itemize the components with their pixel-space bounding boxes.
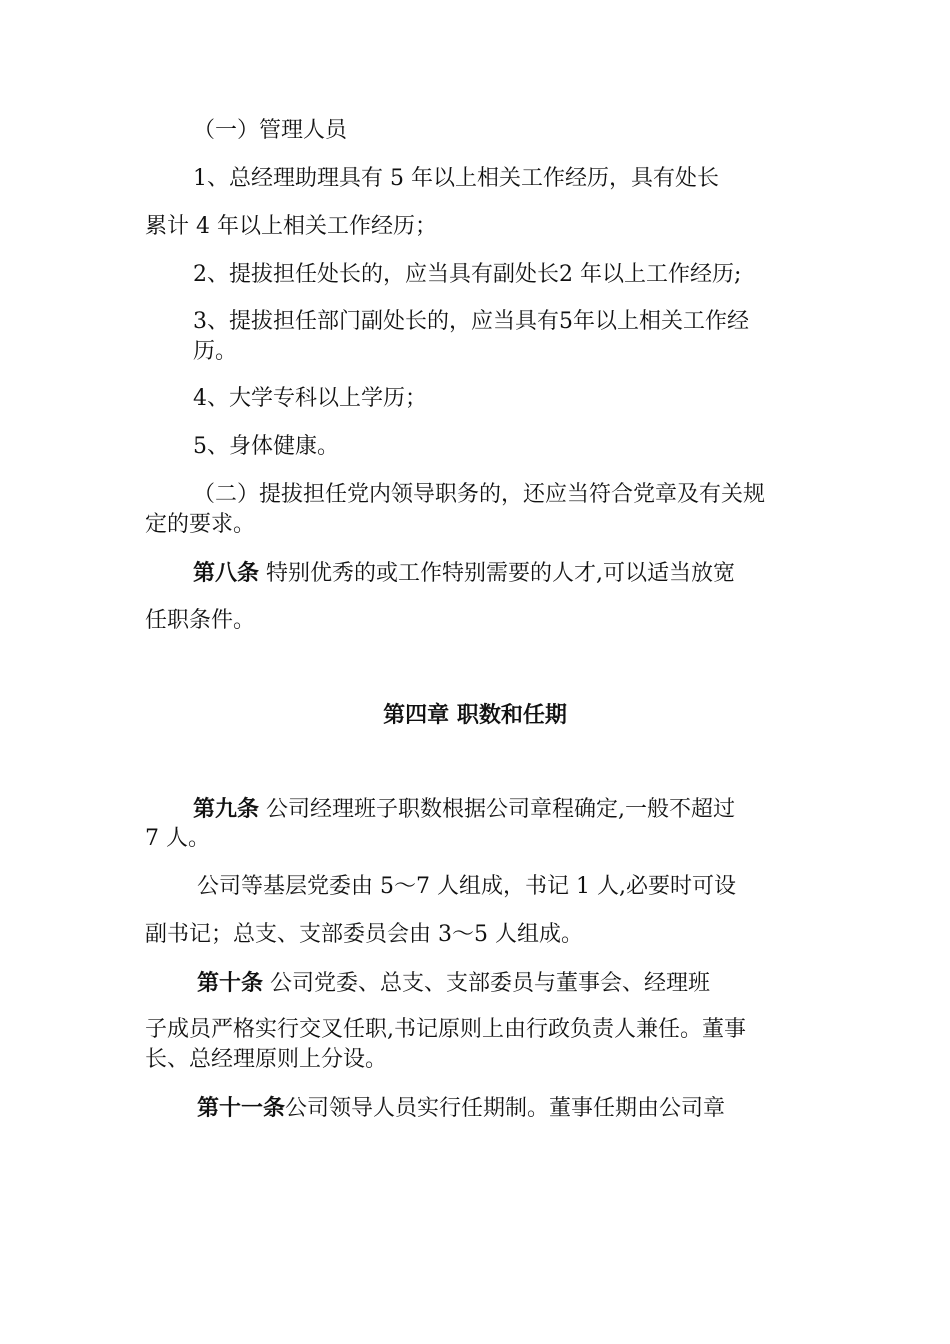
requirement-item-3-cont: 历。 [193, 339, 238, 364]
article-8 [193, 558, 735, 589]
subsection-party-leadership: （二）提拔担任党内领导职务的，还应当符合党章及有关规 [193, 482, 766, 507]
article-11 [197, 1093, 725, 1124]
requirement-item-2: 2、提拔担任处长的，应当具有副处长2 年以上工作经历; [193, 262, 742, 287]
article-10-cont-1: 子成员严格实行交叉任职,书记原则上由行政负责人兼任。董事 [145, 1017, 746, 1042]
requirement-item-4: 4、大学专科以上学历； [193, 386, 427, 411]
article-10-label: 第十条 [197, 970, 264, 996]
article-10 [197, 968, 710, 999]
article-9-cont: 7 人。 [145, 826, 210, 851]
subsection-heading-management: （一）管理人员 [193, 118, 348, 143]
chapter-4-title: 第四章 职数和任期 [383, 702, 567, 728]
article-8-cont: 任职条件。 [145, 608, 256, 633]
article-8-label: 第八条 [193, 560, 260, 586]
article-9-label: 第九条 [193, 796, 260, 822]
article-9 [193, 794, 735, 825]
article-10-cont-2: 长、总经理原则上分设。 [145, 1047, 388, 1072]
article-9-paragraph-2-cont: 副书记；总支、支部委员会由 3～5 人组成。 [145, 922, 583, 947]
requirement-item-1: 1、总经理助理具有 5 年以上相关工作经历，具有处长 [193, 166, 719, 191]
article-11-text: 公司领导人员实行任期制。董事任期由公司章 [285, 1096, 726, 1121]
subsection-party-leadership-cont: 定的要求。 [145, 512, 256, 537]
article-10-text: 公司党委、总支、支部委员与董事会、经理班 [270, 971, 711, 996]
requirement-item-5: 5、身体健康。 [193, 434, 339, 459]
article-9-paragraph-2: 公司等基层党委由 5～7 人组成，书记 1 人,必要时可设 [197, 874, 736, 899]
article-9-text: 公司经理班子职数根据公司章程确定,一般不超过 [266, 797, 736, 822]
article-11-label: 第十一条 [197, 1095, 286, 1121]
article-8-text: 特别优秀的或工作特别需要的人才,可以适当放宽 [266, 561, 736, 586]
requirement-item-3: 3、提拔担任部门副处长的，应当具有5年以上相关工作经 [193, 309, 749, 334]
requirement-item-1-cont: 累计 4 年以上相关工作经历； [145, 214, 437, 239]
